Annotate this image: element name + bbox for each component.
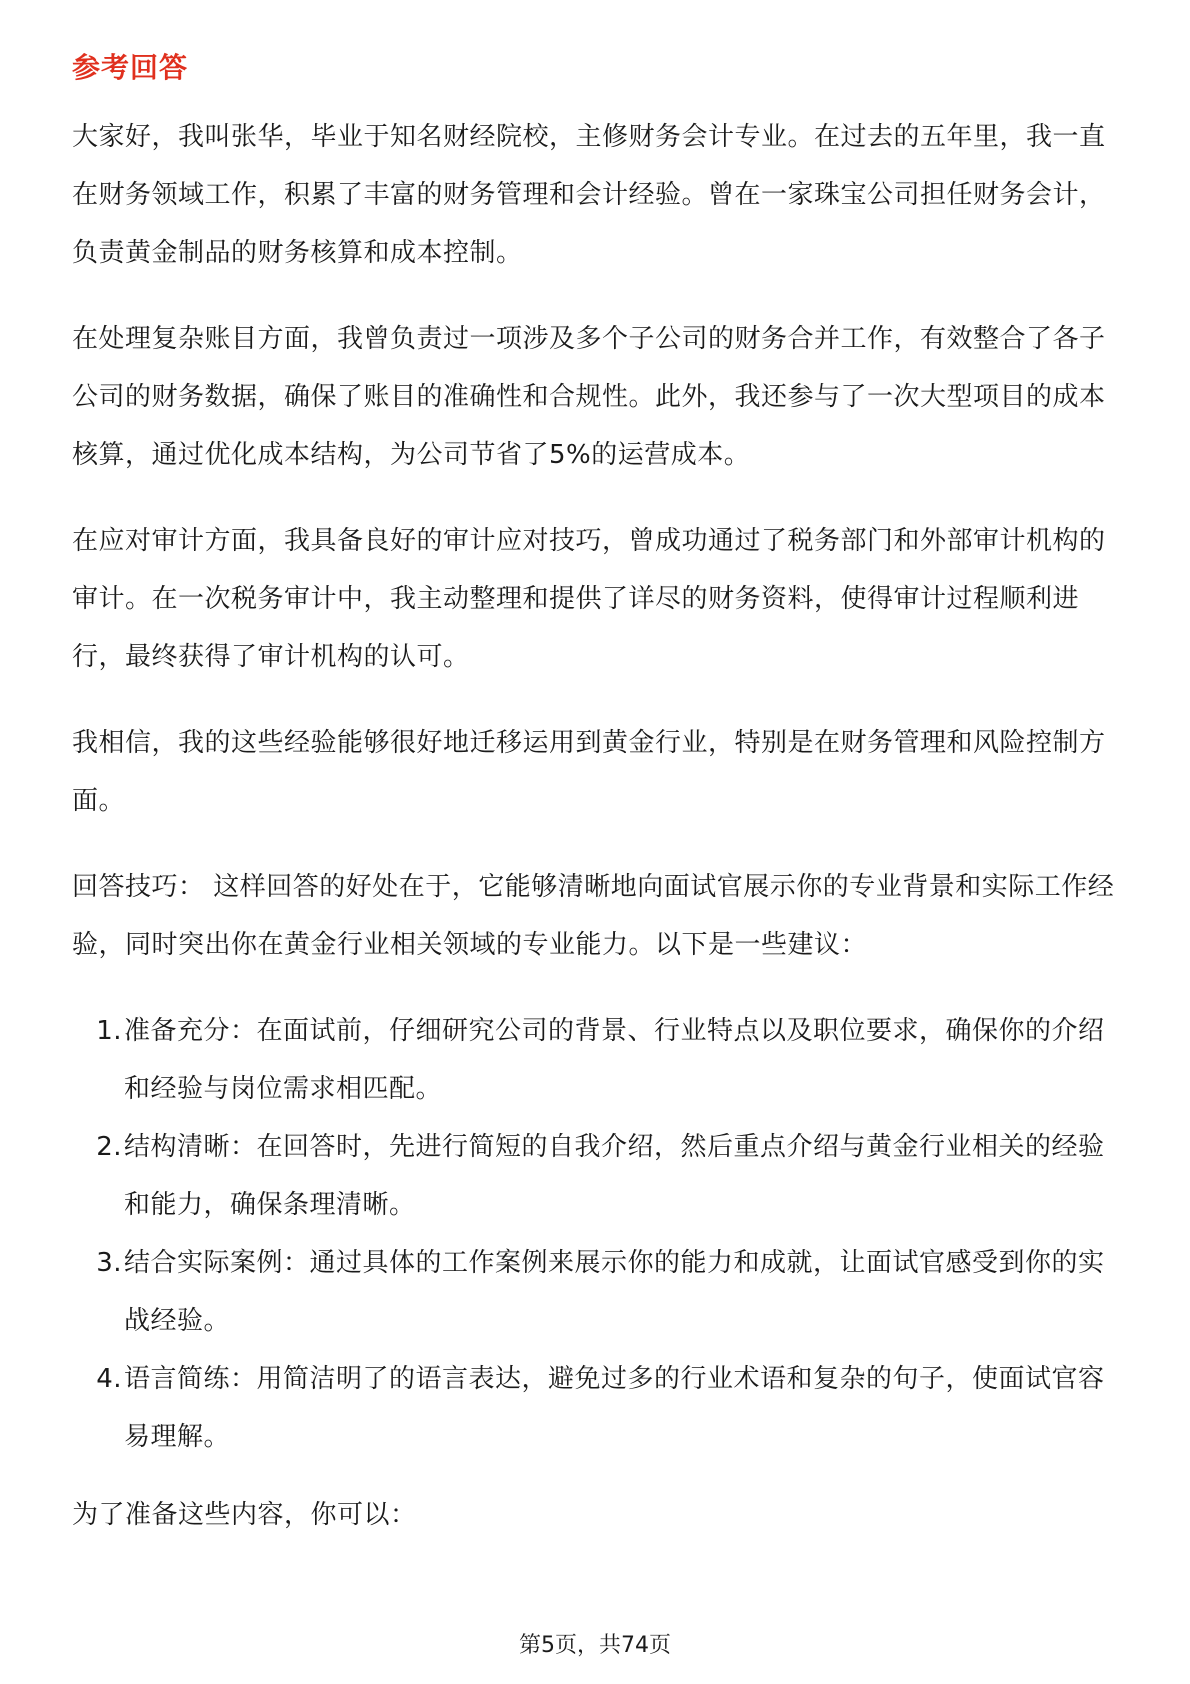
closing-paragraph: 为了准备这些内容，你可以： — [72, 1500, 417, 1530]
list-item-number: 3. — [96, 1248, 122, 1278]
answer-paragraph-accounts: 在处理复杂账目方面，我曾负责过一项涉及多个子公司的财务合并工作，有效整合了各子公司的财务数据，确保了账目的准确性和合规性。此外，我还参与了一次大型项目的成本核算，通过优化成本结构，为公司节省了5%的运营成本。 — [72, 324, 1106, 470]
list-item-text: 语言简练：用简洁明了的语言表达，避免过多的行业术语和复杂的句子，使面试官容易理解。 — [124, 1364, 1105, 1452]
page-number-footer: 第5页，共74页 — [519, 1633, 671, 1658]
answer-paragraph-intro: 大家好，我叫张华，毕业于知名财经院校，主修财务会计专业。在过去的五年里，我一直在财务领域工作，积累了丰富的财务管理和会计经验。曾在一家珠宝公司担任财务会计，负责黄金制品的财务核算和成本控制。 — [72, 122, 1106, 268]
list-item-text: 结合实际案例：通过具体的工作案例来展示你的能力和成就，让面试官感受到你的实战经验。 — [124, 1248, 1105, 1336]
list-item-text: 准备充分：在面试前，仔细研究公司的背景、行业特点以及职位要求，确保你的介绍和经验与岗位需求相匹配。 — [124, 1016, 1105, 1104]
document-page — [72, 48, 1122, 1572]
answer-paragraph-conclusion: 我相信，我的这些经验能够很好地迁移运用到黄金行业，特别是在财务管理和风险控制方面。 — [72, 728, 1106, 816]
answer-tips-paragraph: 回答技巧： 这样回答的好处在于，它能够清晰地向面试官展示你的专业背景和实际工作经验，同时突出你在黄金行业相关领域的专业能力。以下是一些建议： — [72, 872, 1115, 960]
list-item — [72, 1118, 1122, 1234]
tips-list — [72, 1002, 1122, 1466]
answer-paragraph-audit: 在应对审计方面，我具备良好的审计应对技巧，曾成功通过了税务部门和外部审计机构的审计。在一次税务审计中，我主动整理和提供了详尽的财务资料，使得审计过程顺利进行，最终获得了审计机构的认可。 — [72, 526, 1106, 672]
list-item — [72, 1350, 1122, 1466]
list-item — [72, 1002, 1122, 1118]
list-item-number: 1. — [96, 1016, 122, 1046]
list-item-number: 2. — [96, 1132, 122, 1162]
section-heading: 参考回答 — [72, 51, 189, 84]
list-item — [72, 1234, 1122, 1350]
list-item-number: 4. — [96, 1364, 122, 1394]
list-item-text: 结构清晰：在回答时，先进行简短的自我介绍，然后重点介绍与黄金行业相关的经验和能力，确保条理清晰。 — [124, 1132, 1105, 1220]
